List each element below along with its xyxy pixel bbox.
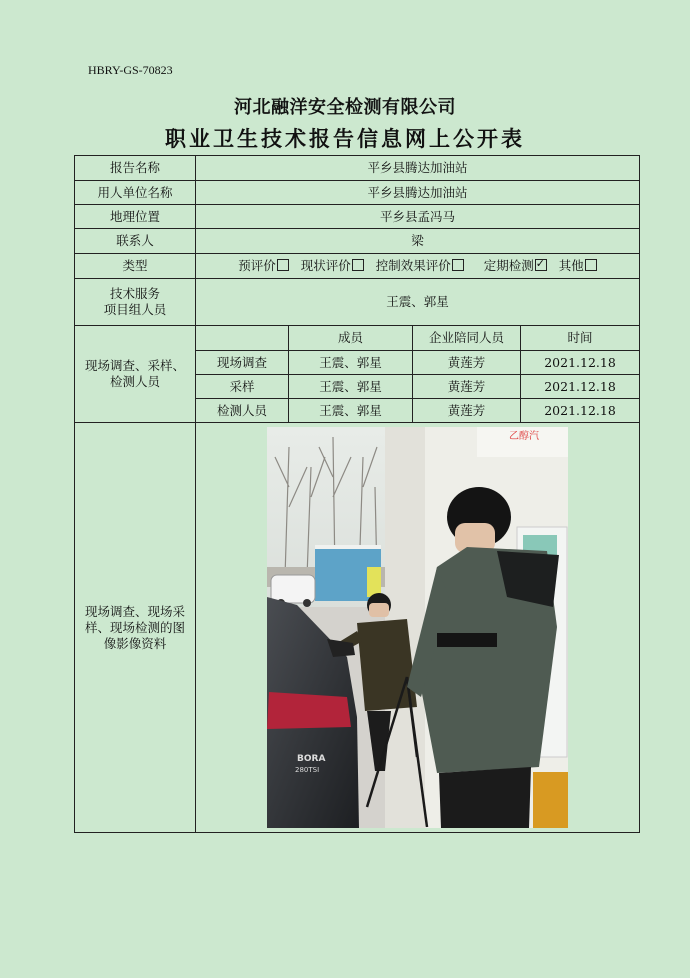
label-employer: 用人单位名称 bbox=[75, 181, 196, 205]
white-car bbox=[271, 575, 315, 603]
value-report-name: 平乡县腾达加油站 bbox=[196, 156, 640, 181]
header-members: 成员 bbox=[289, 326, 413, 351]
checkbox-icon[interactable] bbox=[277, 259, 289, 271]
label-field-line2: 检测人员 bbox=[109, 374, 160, 389]
date-cell: 2021.12.18 bbox=[521, 375, 640, 399]
checkbox-icon[interactable] bbox=[352, 259, 364, 271]
label-type: 类型 bbox=[75, 254, 196, 279]
label-contact: 联系人 bbox=[75, 229, 196, 254]
value-location: 平乡县孟冯马 bbox=[196, 205, 640, 229]
members-cell: 王震、郭星 bbox=[289, 351, 413, 375]
label-location: 地理位置 bbox=[75, 205, 196, 229]
members-cell: 王震、郭星 bbox=[289, 375, 413, 399]
type-option-label: 定期检测 bbox=[483, 258, 534, 273]
building-roof bbox=[315, 545, 381, 549]
checkbox-checked-icon[interactable] bbox=[535, 259, 547, 271]
activity-cell: 采样 bbox=[196, 375, 289, 399]
type-option-status-evaluation[interactable] bbox=[301, 258, 364, 273]
escort-cell: 黄莲芳 bbox=[413, 375, 521, 399]
row-images bbox=[75, 423, 640, 833]
document-number: HBRY-GS-70823 bbox=[88, 63, 173, 77]
type-options bbox=[196, 254, 640, 279]
activity-cell: 检测人员 bbox=[196, 399, 289, 423]
station-sign-text: 乙醇汽 bbox=[509, 431, 539, 442]
label-field-staff bbox=[75, 326, 196, 423]
label-images-line3: 像影像资料 bbox=[103, 635, 167, 651]
label-team-line1: 技术服务 bbox=[109, 286, 160, 301]
row-report-name bbox=[75, 156, 640, 181]
header-date: 时间 bbox=[521, 326, 640, 351]
checkbox-icon[interactable] bbox=[585, 259, 597, 271]
yellow-sign bbox=[367, 567, 381, 597]
escort-cell: 黄莲芳 bbox=[413, 399, 521, 423]
disclosure-table bbox=[74, 155, 640, 833]
type-option-label: 预评价 bbox=[238, 258, 276, 273]
row-contact bbox=[75, 229, 640, 254]
date-cell: 2021.12.18 bbox=[521, 399, 640, 423]
escort-cell: 黄莲芳 bbox=[413, 351, 521, 375]
dispenser-base bbox=[533, 772, 568, 828]
value-team: 王震、郭星 bbox=[196, 279, 640, 326]
row-type bbox=[75, 254, 640, 279]
header-blank bbox=[196, 326, 289, 351]
label-team bbox=[75, 279, 196, 326]
type-option-label: 现状评价 bbox=[300, 258, 351, 273]
header-escort: 企业陪同人员 bbox=[413, 326, 521, 351]
type-option-other[interactable] bbox=[559, 258, 597, 273]
activity-cell: 现场调查 bbox=[196, 351, 289, 375]
label-field-line1: 现场调查、采样、 bbox=[84, 358, 185, 373]
checkbox-icon[interactable] bbox=[452, 259, 464, 271]
car-taillight bbox=[267, 692, 351, 729]
type-option-label: 控制效果评价 bbox=[375, 258, 451, 273]
company-name: 河北融洋安全检测有限公司 bbox=[234, 97, 456, 118]
label-images-line2: 样、现场检测的图 bbox=[84, 619, 185, 635]
row-team bbox=[75, 279, 640, 326]
wheel-icon bbox=[303, 599, 311, 607]
row-location bbox=[75, 205, 640, 229]
members-cell: 王震、郭星 bbox=[289, 399, 413, 423]
label-team-line2: 项目组人员 bbox=[103, 302, 167, 317]
label-images-line1: 现场调查、现场采 bbox=[84, 603, 185, 619]
label-images bbox=[75, 423, 196, 833]
row-field-header bbox=[75, 326, 640, 351]
value-employer: 平乡县腾达加油站 bbox=[196, 181, 640, 205]
value-contact: 梁 bbox=[196, 229, 640, 254]
type-option-control-effect[interactable] bbox=[376, 258, 464, 273]
page-title: 职业卫生技术报告信息网上公开表 bbox=[165, 126, 525, 151]
car-badge-text: 280TSI bbox=[295, 766, 320, 774]
date-cell: 2021.12.18 bbox=[521, 351, 640, 375]
row-employer bbox=[75, 181, 640, 205]
type-option-periodic-testing[interactable] bbox=[484, 258, 547, 273]
site-photo bbox=[267, 427, 568, 828]
car-model-text: BORA bbox=[297, 754, 326, 764]
image-cell bbox=[196, 423, 640, 833]
type-option-pre-evaluation[interactable] bbox=[238, 258, 289, 273]
type-option-label: 其他 bbox=[558, 258, 584, 273]
label-report-name: 报告名称 bbox=[75, 156, 196, 181]
